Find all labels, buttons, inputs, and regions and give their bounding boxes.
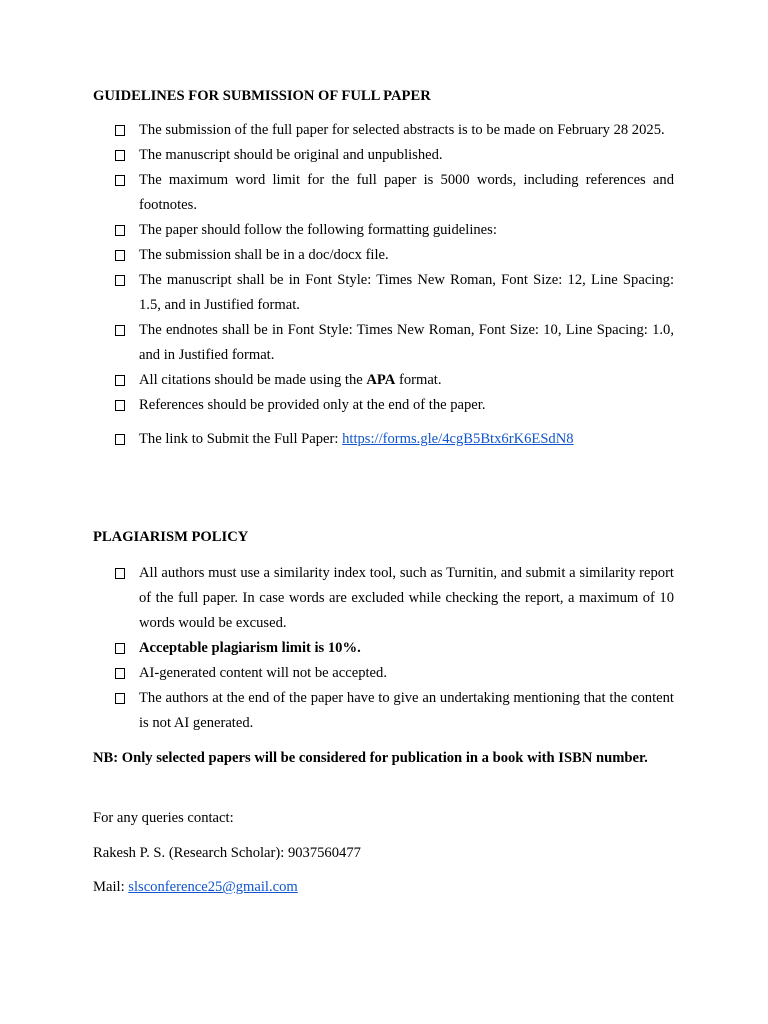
email-link[interactable]: slsconference25@gmail.com — [128, 879, 298, 895]
list-item-apa — [93, 368, 674, 393]
list-item — [93, 243, 674, 268]
bullet-box-icon — [115, 325, 125, 336]
guidelines-heading: GUIDELINES FOR SUBMISSION OF FULL PAPER — [93, 88, 431, 104]
list-item-text: The submission of the full paper for selected abstracts is to be made on February 28 2025. — [139, 122, 665, 138]
list-item-text: The paper should follow the following formatting guidelines: — [139, 222, 497, 238]
plagiarism-heading: PLAGIARISM POLICY — [93, 529, 249, 545]
bullet-box-icon — [115, 375, 125, 386]
contact-line: Rakesh P. S. (Research Scholar): 9037560477 — [93, 845, 361, 861]
bullet-box-icon — [115, 568, 125, 579]
list-item-text: format. — [395, 372, 442, 388]
apa-emphasis: APA — [366, 372, 396, 388]
list-item-text: AI-generated content will not be accepted. — [139, 665, 387, 681]
list-item — [93, 561, 674, 636]
list-item-text: The link to Submit the Full Paper: — [139, 431, 343, 447]
bullet-box-icon — [115, 400, 125, 411]
bullet-box-icon — [115, 643, 125, 654]
list-item — [93, 318, 674, 368]
list-item — [93, 168, 674, 218]
list-item — [93, 661, 674, 686]
list-item — [93, 636, 674, 661]
mail-label: Mail: — [93, 879, 129, 895]
list-item-text: References should be provided only at the end of the paper. — [139, 397, 486, 413]
list-item-text: The submission shall be in a doc/docx file. — [139, 247, 389, 263]
queries-label: For any queries contact: — [93, 810, 234, 826]
list-item-text: The authors at the end of the paper have to give an undertaking mentioning that the content is not AI generated. — [139, 690, 674, 731]
bullet-box-icon — [115, 150, 125, 161]
list-item — [93, 268, 674, 318]
guidelines-list — [93, 118, 674, 452]
list-item — [93, 118, 674, 143]
list-item — [93, 218, 674, 243]
bullet-box-icon — [115, 668, 125, 679]
mail-line — [93, 875, 674, 900]
list-item-text: The manuscript shall be in Font Style: Times New Roman, Font Size: 12, Line Spacing: 1.5, and in Justified format. — [139, 272, 674, 313]
plagiarism-list — [93, 561, 674, 736]
list-item — [93, 143, 674, 168]
bullet-box-icon — [115, 434, 125, 445]
bullet-box-icon — [115, 225, 125, 236]
list-item-text: Acceptable plagiarism limit is 10%. — [139, 640, 361, 656]
bullet-box-icon — [115, 125, 125, 136]
list-item-text: All citations should be made using the — [139, 372, 367, 388]
submit-paper-link[interactable]: https://forms.gle/4cgB5Btx6rK6ESdN8 — [342, 431, 574, 447]
bullet-box-icon — [115, 175, 125, 186]
list-item-text: The endnotes shall be in Font Style: Times New Roman, Font Size: 10, Line Spacing: 1.0, and in Justified format. — [139, 322, 674, 363]
list-item — [93, 393, 674, 418]
list-item — [93, 686, 674, 736]
list-item-text: The manuscript should be original and unpublished. — [139, 147, 443, 163]
list-item-text: All authors must use a similarity index tool, such as Turnitin, and submit a similarity report of the full paper. In case words are excluded while checking the report, a maximum of 10 words would be excused. — [139, 565, 674, 631]
list-item-text: The maximum word limit for the full paper is 5000 words, including references and footnotes. — [139, 172, 674, 213]
nb-note: NB: Only selected papers will be considered for publication in a book with ISBN number. — [93, 750, 648, 766]
bullet-box-icon — [115, 275, 125, 286]
list-item-submit-link — [93, 427, 674, 452]
bullet-box-icon — [115, 693, 125, 704]
bullet-box-icon — [115, 250, 125, 261]
